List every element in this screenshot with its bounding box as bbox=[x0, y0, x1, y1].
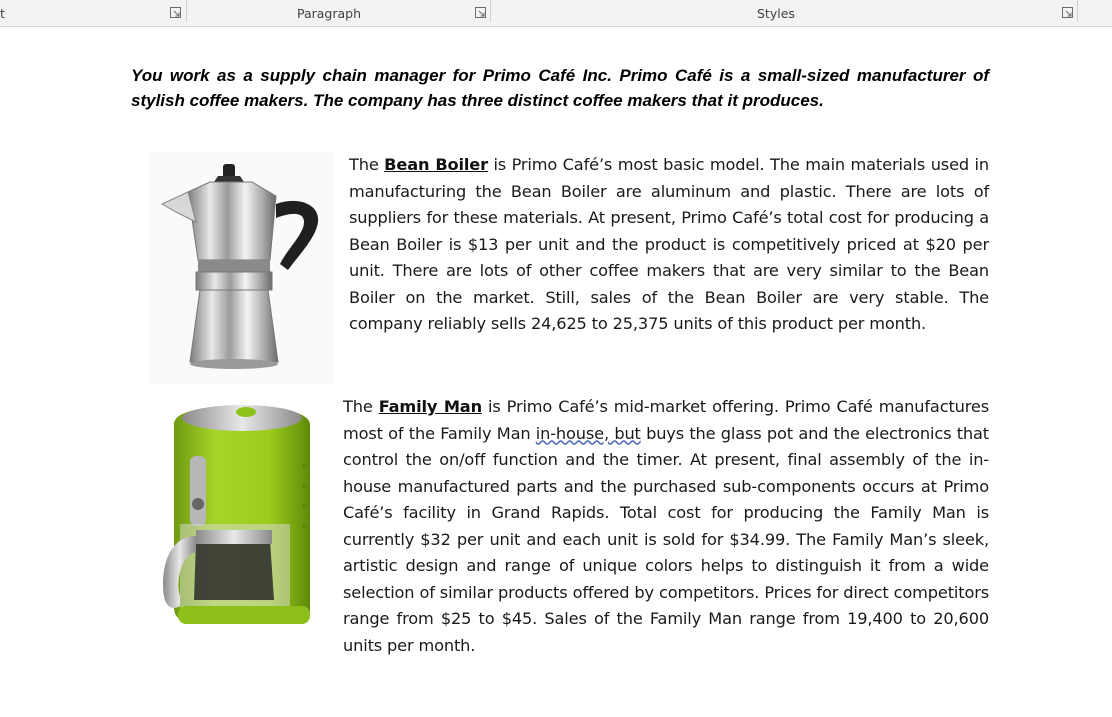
styles-group-label: Styles bbox=[757, 6, 795, 21]
family-man-paragraph bbox=[343, 394, 989, 659]
stovetop-moka-pot-icon[interactable] bbox=[148, 152, 334, 384]
bean-boiler-paragraph bbox=[349, 152, 989, 338]
green-drip-coffee-maker-icon[interactable] bbox=[150, 396, 332, 672]
bean-boiler-body: is Primo Café’s most basic model. The main materials used in manufacturing the Bean Boiler are aluminum and plastic. There are lots of suppliers for these materials. At present, Primo Café’s total cost for producing a Bean Boiler is $13 per unit and the product is competitively priced at $20 per unit. There are lots of other coffee makers that are very similar to the Bean Boiler on the market. Still, sales of the Bean Boiler are very stable. The company reliably sells 24,625 to 25,375 units of this product per month. bbox=[349, 155, 989, 333]
bean-boiler-lead: The bbox=[349, 155, 385, 174]
bean-boiler-product-name: Bean Boiler bbox=[384, 155, 488, 174]
ribbon-group-bar bbox=[0, 0, 1112, 27]
font-dialog-launcher-icon[interactable] bbox=[170, 7, 181, 18]
ribbon-separator bbox=[1077, 0, 1078, 22]
styles-dialog-launcher-icon[interactable] bbox=[1062, 7, 1073, 18]
grammar-flagged-text[interactable]: in-house, but bbox=[535, 423, 641, 443]
family-man-body-a: is Primo Café’s mid-market offering. Primo Café manufactures most of the Family Man bbox=[343, 397, 989, 443]
font-group-label: t bbox=[0, 6, 5, 21]
ribbon-separator bbox=[186, 0, 187, 22]
family-man-product-name: Family Man bbox=[378, 397, 482, 416]
family-man-lead: The bbox=[343, 397, 379, 416]
family-man-body-b: buys the glass pot and the electronics that control the on/off function and the timer. At present, final assembly of the in-house manufactured parts and the purchased sub-components occurs at Primo Café’s facility in Grand Rapids. Total cost for producing the Family Man is currently $32 per unit and each unit is sold for $34.99. The Family Man’s sleek, artistic design and range of unique colors helps to distinguish it from a wide selection of similar products offered by competitors. Prices for direct competitors range from $25 to $45. Sales of the Family Man range from 19,400 to 20,600 units per month. bbox=[343, 423, 989, 655]
ribbon-separator bbox=[490, 0, 491, 22]
paragraph-dialog-launcher-icon[interactable] bbox=[475, 7, 486, 18]
paragraph-group-label: Paragraph bbox=[297, 6, 362, 21]
intro-paragraph: You work as a supply chain manager for Primo Café Inc. Primo Café is a small-sized manufacturer of stylish coffee makers. The company has three distinct coffee makers that it produces. bbox=[131, 66, 989, 110]
